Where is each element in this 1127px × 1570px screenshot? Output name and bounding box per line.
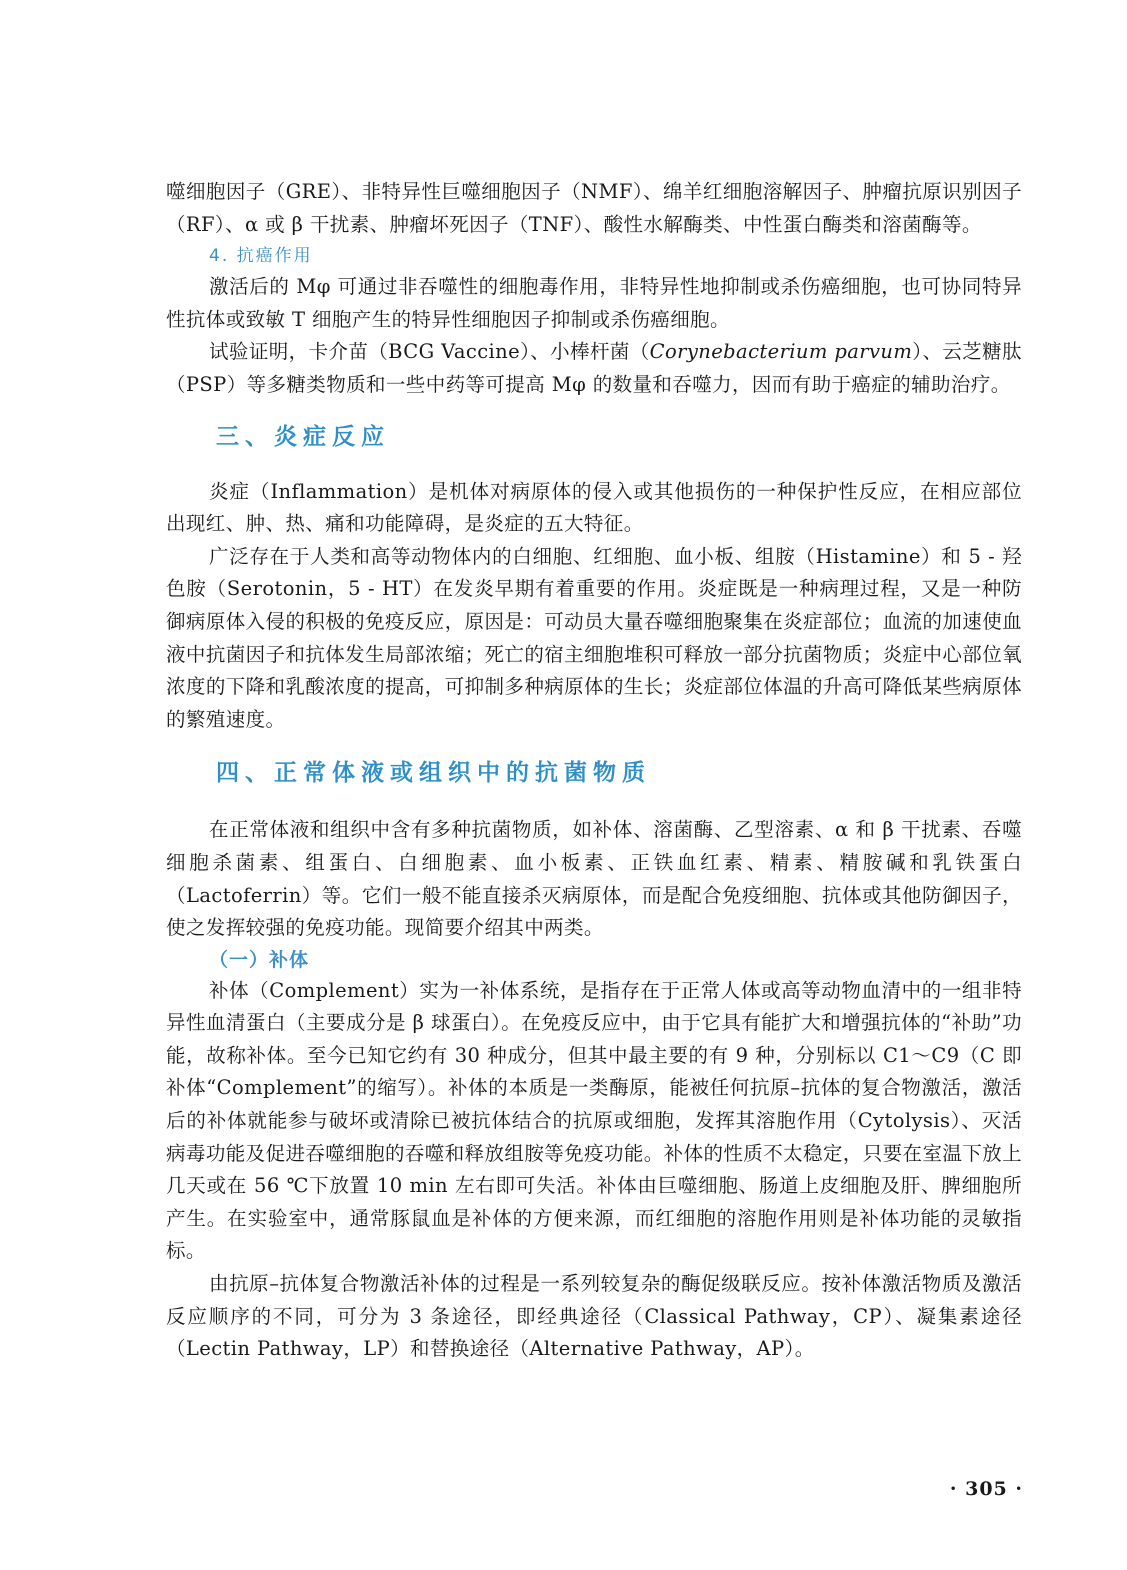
paragraph-macrophage-factors: 噬细胞因子（GRE）、非特异性巨噬细胞因子（NMF）、绵羊红细胞溶解因子、肿瘤抗原识别因子（RF）、α 或 β 干扰素、肿瘤坏死因子（TNF）、酸性水解酶类、中性蛋白酶类和溶菌酶等。 — [166, 180, 1022, 236]
paragraph-complement-activation: 由抗原–抗体复合物激活补体的过程是一系列较复杂的酶促级联反应。按补体激活物质及激活反应顺序的不同，可分为 3 条途径，即经典途径（Classical Pathway，CP）、凝集素途径（Lectin Pathway，LP）和替换途径（Alternative Pathway，AP）。 — [166, 1272, 1022, 1361]
paragraph-anticancer-evidence — [166, 336, 1022, 401]
subheading-anticancer: 4. 抗癌作用 — [209, 246, 313, 267]
evidence-text-part2: ）、云芝糖肽（PSP）等多糖类物质和一些中药等可提高 Mφ 的数量和吞噬力，因而有助于癌症的辅助治疗。 — [166, 340, 1022, 396]
page-number: · 305 · — [949, 1478, 1023, 1500]
paragraph-anticancer-mechanism: 激活后的 Mφ 可通过非吞噬性的细胞毒作用，非特异性地抑制或杀伤癌细胞，也可协同特异性抗体或致敏 T 细胞产生的特异性细胞因子抑制或杀伤癌细胞。 — [166, 275, 1022, 331]
species-name-italic: Corynebacterium parvum — [649, 340, 913, 364]
paragraph-complement-description: 补体（Complement）实为一补体系统，是指存在于正常人体或高等动物血清中的一组非特异性血清蛋白（主要成分是 β 球蛋白）。在免疫反应中，由于它具有能扩大和增强抗体的“补助”功能，故称补体。至今已知它约有 30 种成分，但其中最主要的有 9 种，分别标以 C1～C9（C 即补体“Complement”的缩写）。补体的本质是一类酶原，能被任何抗原–抗体的复合物激活，激活后的补体就能参与破坏或清除已被抗体结合的抗原或细胞，发挥其溶胞作用（Cytolysis）、灭活病毒功能及促进吞噬细胞的吞噬和释放组胺等免疫功能。补体的性质不太稳定，只要在室温下放上几天或在 56 ℃下放置 10 min 左右即可失活。补体由巨噬细胞、肠道上皮细胞及肝、脾细胞所产生。在实验室中，通常豚鼠血是补体的方便来源，而红细胞的溶胞作用则是补体功能的灵敏指标。 — [166, 978, 1022, 1263]
paragraph-inflammation-definition: 炎症（Inflammation）是机体对病原体的侵入或其他损伤的一种保护性反应，在相应部位出现红、肿、热、痛和功能障碍，是炎症的五大特征。 — [166, 479, 1022, 536]
evidence-text-part1: 试验证明，卡介苗（BCG Vaccine）、小棒杆菌（ — [209, 340, 650, 364]
section-title-antibacterial-substances: 四、正常体液或组织中的抗菌物质 — [216, 760, 651, 787]
subheading-complement: （一）补体 — [209, 948, 310, 971]
page-body — [166, 176, 1022, 1366]
paragraph-antibacterial-overview: 在正常体液和组织中含有多种抗菌物质，如补体、溶菌酶、乙型溶素、α 和 β 干扰素、吞噬细胞杀菌素、组蛋白、白细胞素、血小板素、正铁血红素、精素、精胺碱和乳铁蛋白（Lactoferrin）等。它们一般不能直接杀灭病原体，而是配合免疫细胞、抗体或其他防御因子，使之发挥较强的免疫功能。现简要介绍其中两类。 — [166, 818, 1022, 940]
paragraph-inflammation-role: 广泛存在于人类和高等动物体内的白细胞、红细胞、血小板、组胺（Histamine）和 5 - 羟色胺（Serotonin，5 - HT）在发炎早期有着重要的作用。炎症既是一种病理过程，又是一种防御病原体入侵的积极的免疫反应，原因是：可动员大量吞噬细胞聚集在炎症部位；血流的加速使血液中抗菌因子和抗体发生局部浓缩；死亡的宿主细胞堆积可释放一部分抗菌物质；炎症中心部位氧浓度的下降和乳酸浓度的提高，可抑制多种病原体的生长；炎症部位体温的升高可降低某些病原体的繁殖速度。 — [166, 544, 1022, 731]
section-title-inflammation: 三、炎症反应 — [216, 423, 390, 450]
